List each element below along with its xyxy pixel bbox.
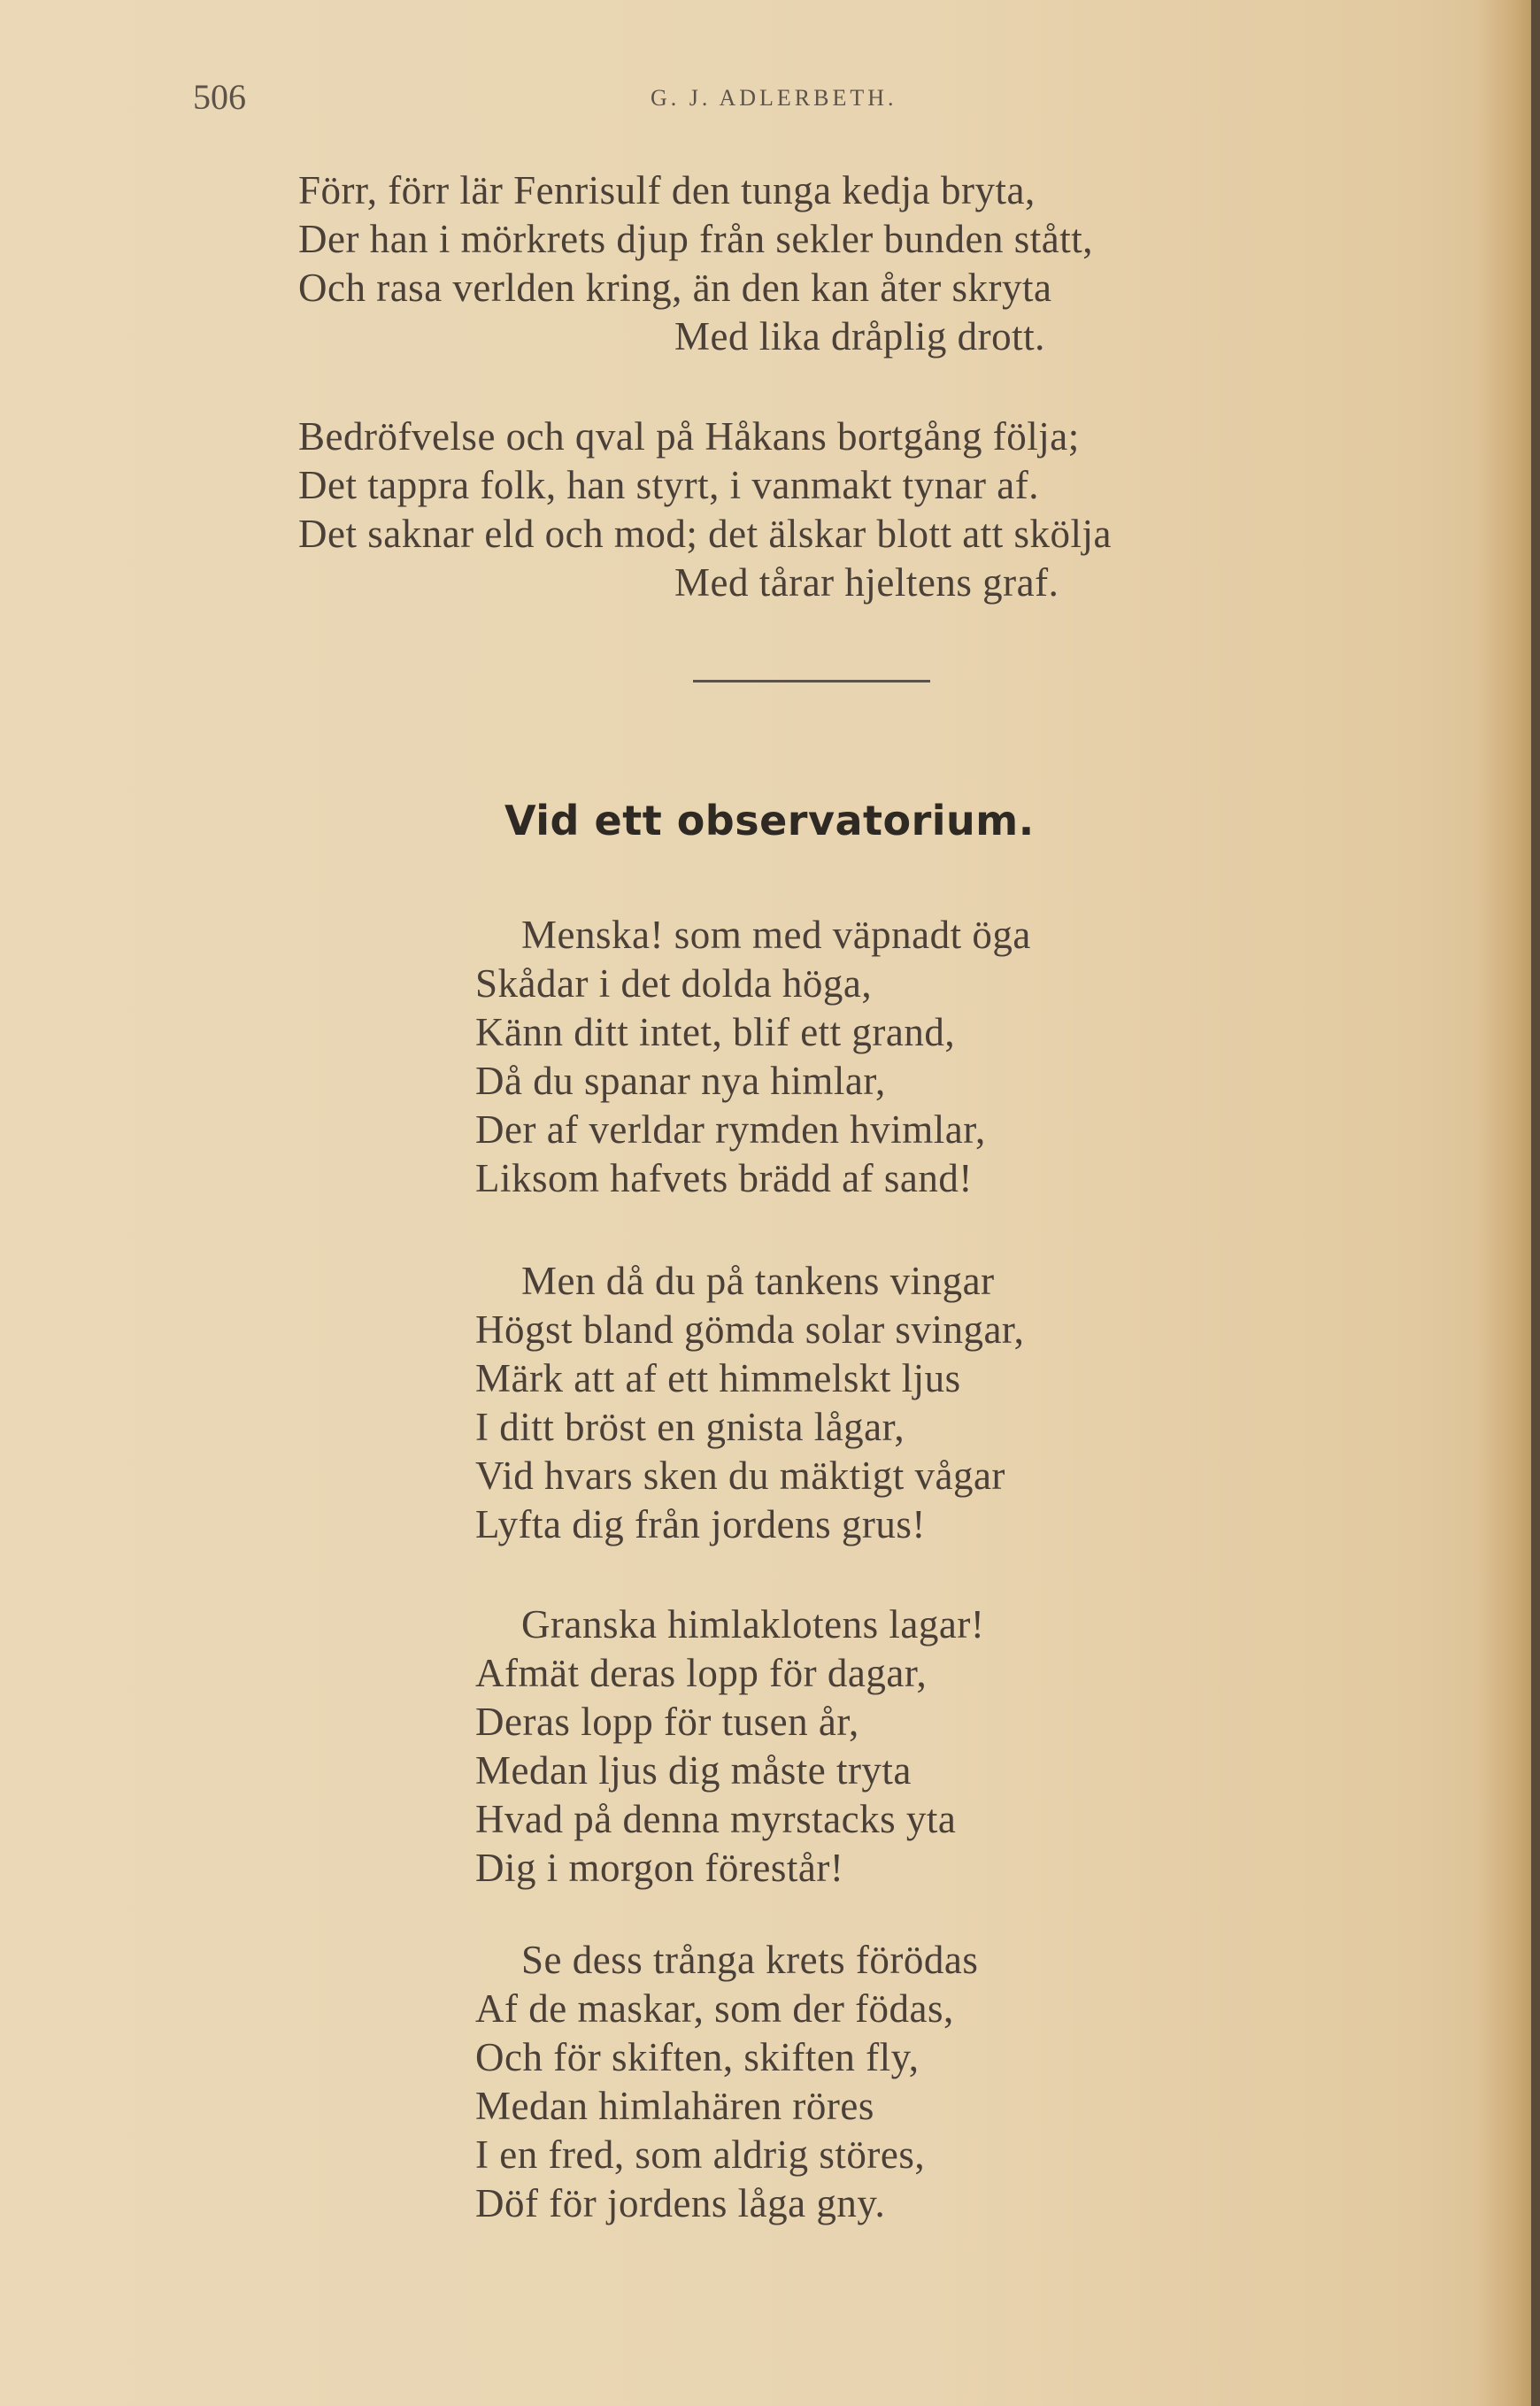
verse-line: Med lika dråplig drott. [674,314,1045,359]
verse-line: Förr, förr lär Fenrisulf den tunga kedja bryta, [298,168,1036,212]
verse-line: Vid hvars sken du mäktigt vågar [475,1454,1005,1498]
verse-line: Se dess trånga krets förödas [521,1938,979,1982]
verse-line: Känn ditt intet, blif ett grand, [475,1010,956,1054]
verse-line: Medan himlahären röres [475,2084,874,2128]
verse-line: Granska himlaklotens lagar! [521,1602,985,1646]
verse-line: Och för skiften, skiften fly, [475,2035,920,2079]
verse-line: Menska! som med väpnadt öga [521,913,1031,957]
verse-line: Afmät deras lopp för dagar, [475,1651,928,1695]
continued-stanza-2 [298,413,1112,607]
verse-line: Och rasa verlden kring, än den kan åter skryta [298,266,1052,310]
verse-line: Skådar i det dolda höga, [475,961,873,1006]
verse-line: Men då du på tankens vingar [521,1259,995,1303]
verse-line: Hvad på denna myrstacks yta [475,1797,957,1841]
verse-line: Liksom hafvets brädd af sand! [475,1156,973,1200]
verse-line: I ditt bröst en gnista lågar, [475,1405,905,1449]
poem-stanza-1 [475,911,1031,1203]
verse-line: Det tappra folk, han styrt, i vanmakt tynar af. [298,463,1039,507]
poem-title: Vid ett observatorium. [504,797,1035,844]
verse-line: Der han i mörkrets djup från sekler bunden stått, [298,217,1094,261]
verse-line: Deras lopp för tusen år, [475,1700,859,1744]
section-divider [693,680,930,682]
verse-line: Der af verldar rymden hvimlar, [475,1107,986,1152]
continued-stanza-1 [298,166,1093,361]
poem-stanza-3 [475,1600,984,1893]
poem-stanza-4 [475,1936,978,2228]
verse-line: Medan ljus dig måste tryta [475,1748,912,1793]
verse-line: Lyfta dig från jordens grus! [475,1502,926,1546]
page-header [0,76,1540,120]
running-head: G. J. ADLERBETH. [651,85,897,111]
verse-line: Det saknar eld och mod; det älskar blott att skölja [298,512,1113,556]
verse-line: Dig i morgon förestår! [475,1846,844,1890]
verse-line: Då du spanar nya himlar, [475,1059,886,1103]
verse-line: Af de maskar, som der födas, [475,1986,954,2031]
verse-line: Med tårar hjeltens graf. [674,560,1059,605]
verse-line: Bedröfvelse och qval på Håkans bortgång följa; [298,414,1080,459]
page-number: 506 [193,77,246,117]
book-edge [1531,0,1540,2406]
verse-line: Märk att af ett himmelskt ljus [475,1356,961,1400]
verse-line: I en fred, som aldrig störes, [475,2132,926,2177]
verse-line: Döf för jordens låga gny. [475,2181,886,2225]
poem-stanza-2 [475,1257,1024,1549]
verse-line: Högst bland gömda solar svingar, [475,1307,1025,1352]
